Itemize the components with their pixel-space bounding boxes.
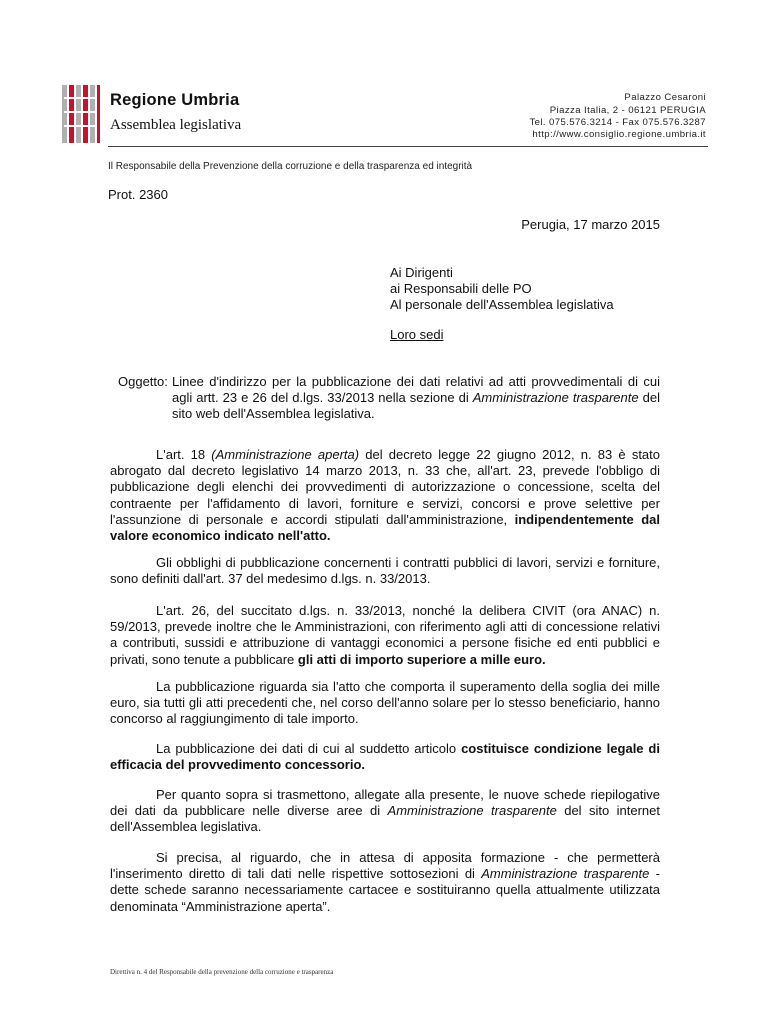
header-divider [108, 146, 708, 147]
responsible-line: Il Responsabile della Prevenzione della corruzione e della trasparenza ed integrità [108, 161, 473, 172]
paragraph-7: Si precisa, al riguardo, che in attesa di apposita formazione - che permetterà l'inserimento diretto di tali dati nelle rispettive sottosezioni di Amministrazione trasparente - dette schede saranno necessariamente cartacee e sostituiranno quella attualmente utilizzata denominata “Amministrazione aperta”. [110, 850, 660, 914]
recipient-1: Ai Dirigenti [390, 265, 453, 280]
protocol-number: Prot. 2360 [108, 187, 168, 202]
paragraph-5: La pubblicazione dei dati di cui al suddetto articolo costituisce condizione legale di efficacia del provvedimento concessorio. [110, 741, 660, 773]
paragraph-2: Gli obblighi di pubblicazione concernenti i contratti pubblici di lavori, servizi e forniture, sono definiti dall'art. 37 del medesimo d.lgs. n. 33/2013. [110, 555, 660, 587]
closing-address: Loro sedi [390, 327, 444, 342]
regione-umbria-logo-icon [62, 85, 100, 143]
paragraph-3: L'art. 26, del succitato d.lgs. n. 33/2013, nonché la delibera CIVIT (ora ANAC) n. 59/2013, prevede inoltre che le Amministrazioni, con riferimento agli atti di concessione relativi a contributi, sussidi e attribuzione di vantaggi economici a persone fisiche ed enti pubblici e privati, sono tenute a pubblicare gli atti di importo superiore a mille euro. [110, 603, 660, 667]
org-name: Regione Umbria [110, 91, 240, 109]
address-line-3: Tel. 075.576.3214 - Fax 075.576.3287 [529, 117, 706, 128]
address-line-2: Piazza Italia, 2 - 06121 PERUGIA [549, 105, 706, 116]
subject-text: Linee d'indirizzo per la pubblicazione dei dati relativi ad atti provvedimentali di cui agli artt. 23 e 26 del d.lgs. 33/2013 nella sezione di Amministrazione trasparente del sito web dell'Assemblea legislativa. [172, 374, 660, 422]
letter-date: Perugia, 17 marzo 2015 [521, 217, 660, 232]
footer-note: Direttiva n. 4 del Responsabile della prevenzione della corruzione e trasparenza [110, 968, 334, 976]
assembly-name: Assemblea legislativa [110, 117, 242, 133]
paragraph-4: La pubblicazione riguarda sia l'atto che comporta il superamento della soglia dei mille euro, sia tutti gli atti precedenti che, nel corso dell'anno solare per lo stesso beneficiario, hanno concorso al raggiungimento di tale importo. [110, 679, 660, 727]
address-line-1: Palazzo Cesaroni [624, 92, 706, 103]
recipient-3: Al personale dell'Assemblea legislativa [390, 297, 614, 312]
paragraph-6: Per quanto sopra si trasmettono, allegate alla presente, le nuove schede riepilogative dei dati da pubblicare nelle diverse aree di Amministrazione trasparente del sito internet dell'Assemblea legislativa. [110, 787, 660, 835]
paragraph-1: L'art. 18 (Amministrazione aperta) del decreto legge 22 giugno 2012, n. 83 è stato abrogato dal decreto legislativo 14 marzo 2013, n. 33 che, all'art. 23, prevede l'obbligo di pubblicazione degli elenchi dei provvedimenti di autorizzazione o concessione, scelta del contraente per l'affidamento di lavori, forniture e servizi, concorsi e prove selettive per l'assunzione di personale e accordi stipulati dall'amministrazione, indipendentemente dal valore economico indicato nell'atto. [110, 447, 661, 544]
recipient-2: ai Responsabili delle PO [390, 281, 532, 296]
website-link[interactable]: http://www.consiglio.regione.umbria.it [532, 129, 706, 140]
subject-label: Oggetto: [118, 374, 168, 389]
